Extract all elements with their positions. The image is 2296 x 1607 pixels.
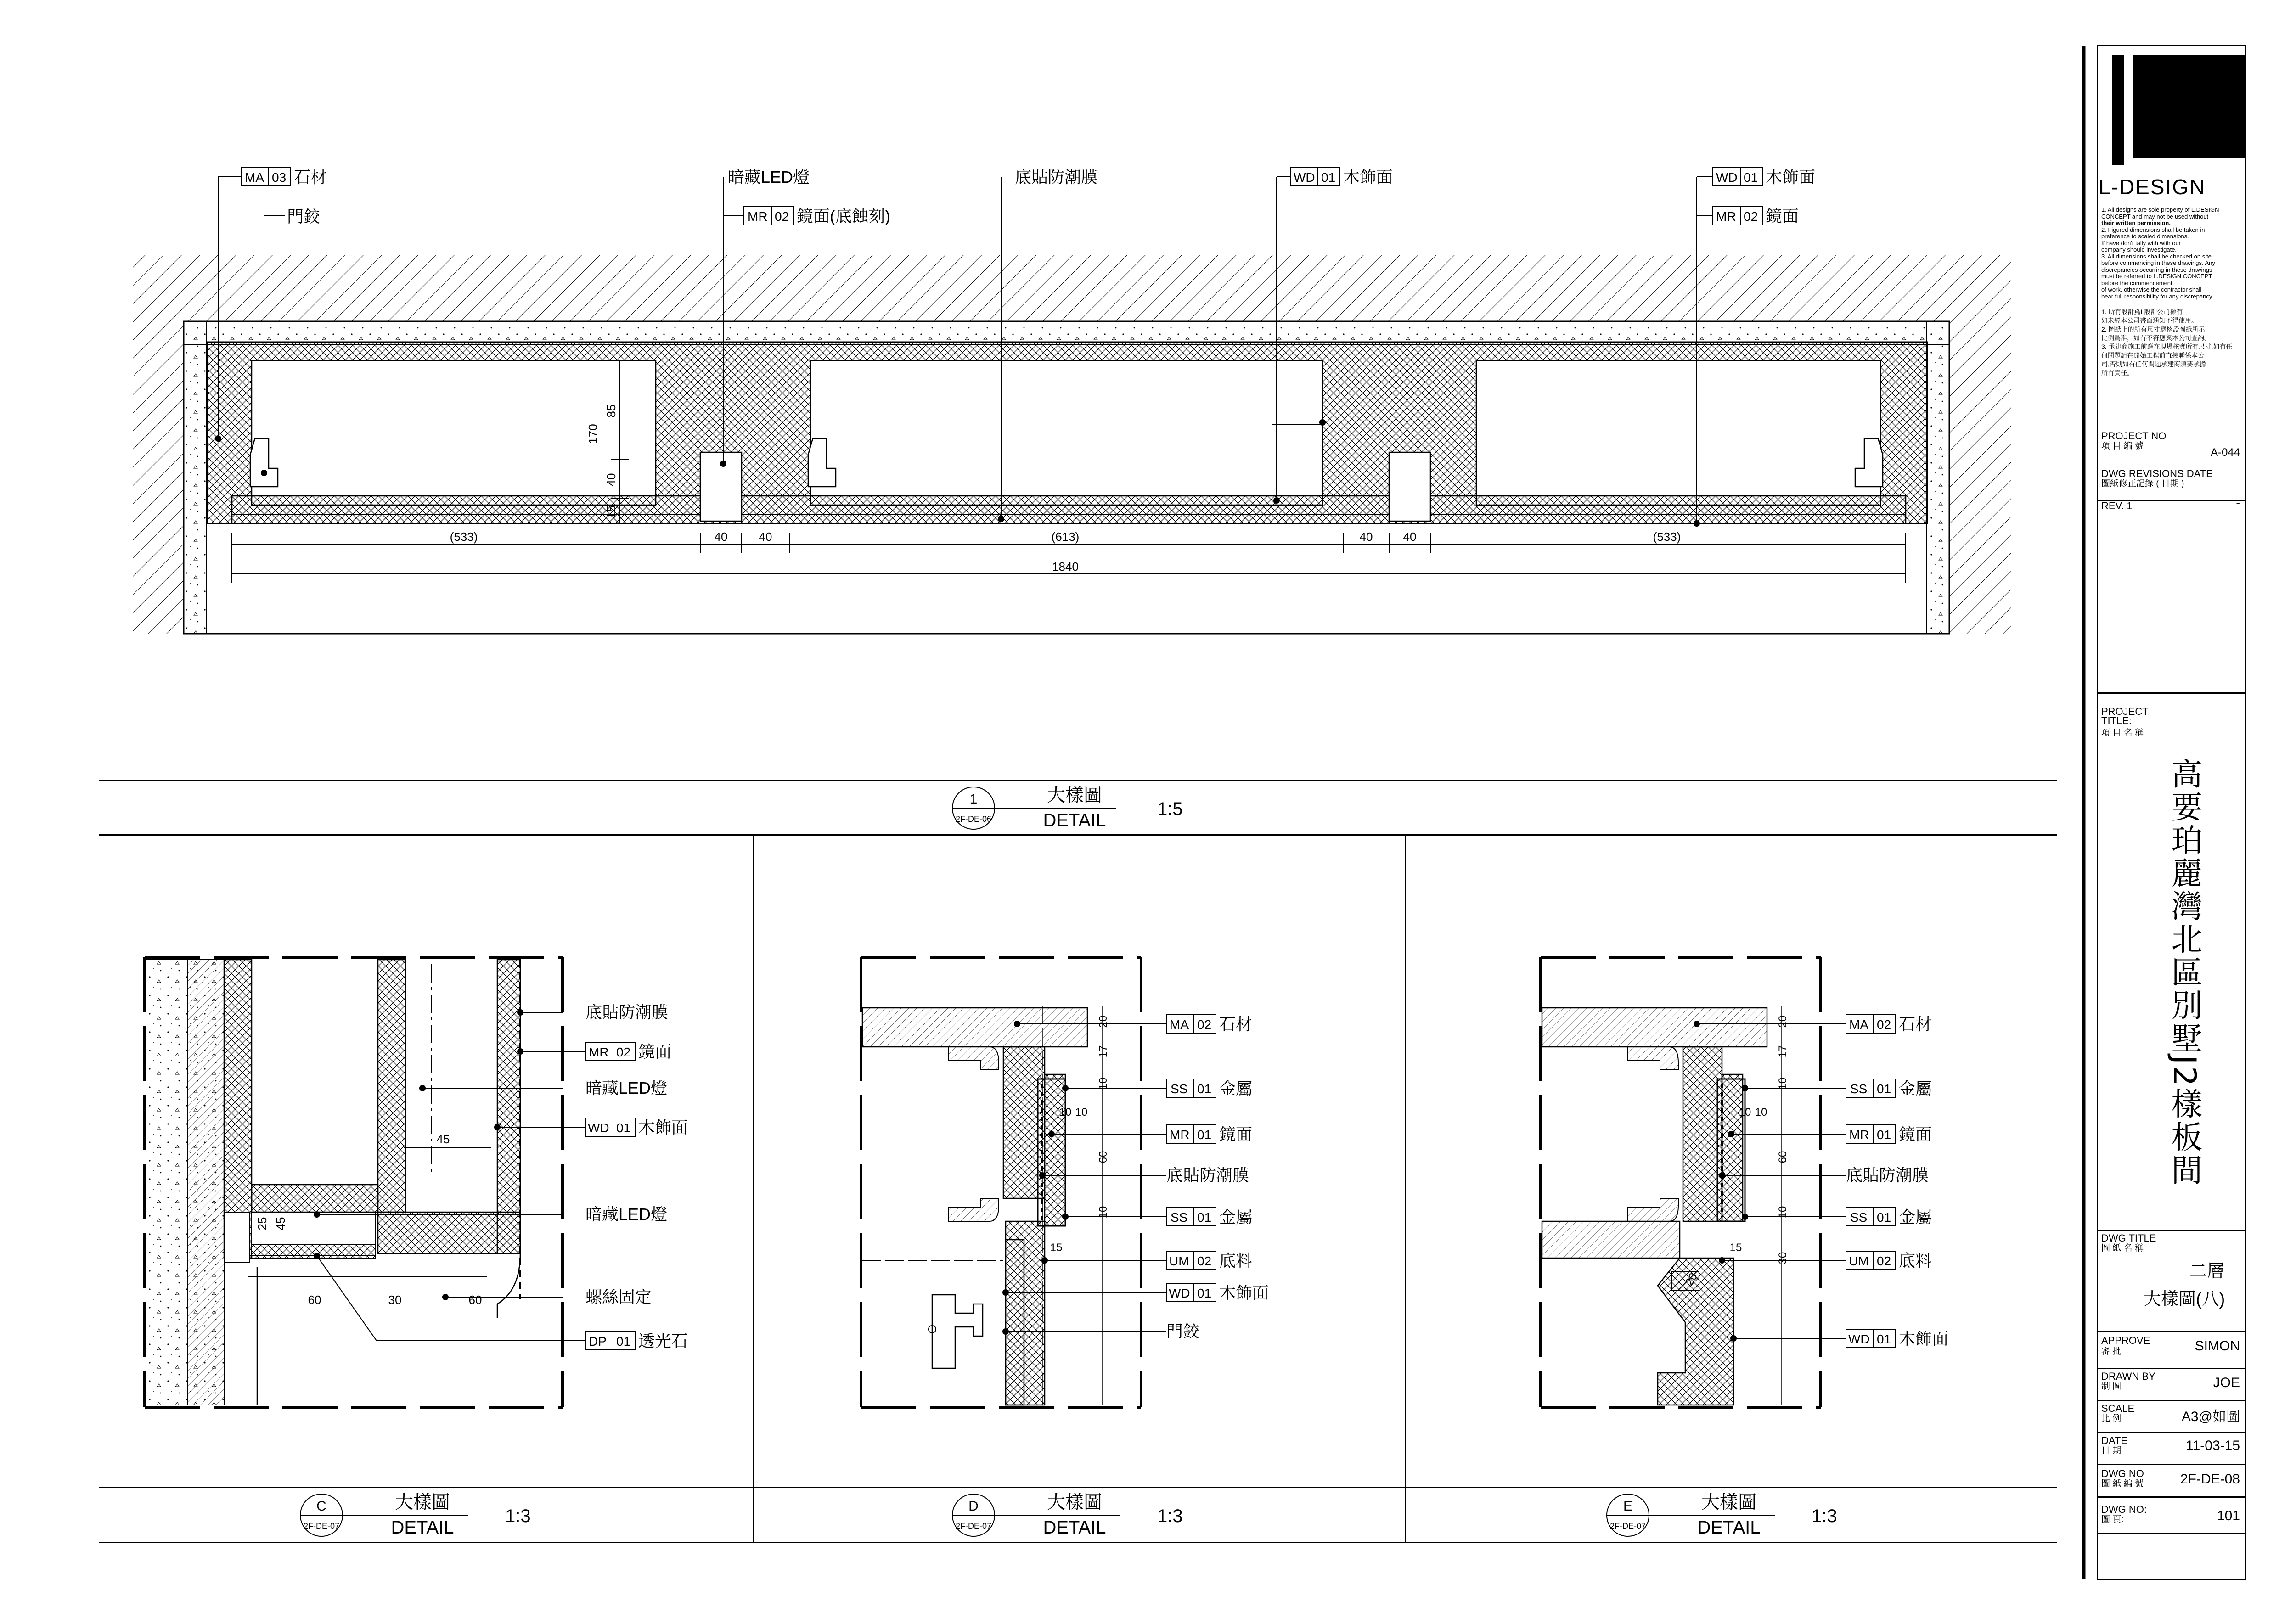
e-wd01-code: WD: [1848, 1332, 1870, 1346]
dim-v-40: 40: [604, 473, 618, 487]
dwg-title-label-en: DWG TITLE: [2101, 1232, 2156, 1244]
c-title-cn: 大樣圖: [395, 1492, 450, 1512]
c-led2-label: 暗藏LED燈: [585, 1205, 668, 1224]
dim-v-170: 170: [586, 424, 600, 444]
elev-wd01a-code: WD: [1294, 170, 1315, 185]
note-en-line: company should investigate.: [2101, 246, 2177, 253]
c-title-scale: 1:3: [505, 1506, 531, 1526]
dwg-title-label-cn: 圖 紙 名 稱: [2101, 1243, 2144, 1253]
d-membrane-label: 底貼防潮膜: [1166, 1166, 1249, 1185]
c-mr02-text: 鏡面: [638, 1042, 672, 1061]
revisions-label-cn: 圖紙修正記錄 ( 日期 ): [2101, 479, 2184, 489]
c-wd01-code: WD: [588, 1121, 609, 1135]
d-ss01a-text: 金屬: [1219, 1079, 1253, 1098]
e-ss01b-num: 01: [1877, 1210, 1891, 1225]
dim-533-left: (533): [450, 530, 478, 544]
note-cn-line: 司,否則如有任何問題承建商須要承擔: [2101, 360, 2206, 368]
note-cn-line: 2. 圖紙上的所有尺寸應核證圖紙所示: [2101, 326, 2205, 333]
e-um02-text: 底料: [1899, 1251, 1932, 1270]
page-label-cn: 圖 頁:: [2101, 1515, 2124, 1524]
c-dp01-text: 透光石: [638, 1332, 688, 1350]
dim-40-b: 40: [759, 530, 772, 544]
bottom-board: [232, 496, 1906, 523]
led-box-2: [1389, 452, 1430, 521]
d-ref-num: D: [968, 1499, 979, 1514]
c-dim-45v: 45: [274, 1217, 287, 1231]
dim-40-c: 40: [1359, 530, 1373, 544]
dwg-no-label-cn: 圖 紙 編 號: [2101, 1479, 2144, 1489]
scale-label-cn: 比 例: [2101, 1414, 2122, 1423]
d-dim-15: 15: [1050, 1242, 1063, 1254]
e-membrane-label: 底貼防潮膜: [1846, 1166, 1929, 1185]
bay-3: [1476, 360, 1880, 505]
d-ss01a-num: 01: [1197, 1082, 1212, 1096]
e-ref-num: E: [1623, 1499, 1633, 1514]
elev-mr02b-num: 02: [1744, 209, 1758, 224]
d-ma02-code: MA: [1170, 1017, 1189, 1032]
project-no-value: A-044: [2210, 446, 2240, 459]
elev-wd01a-num: 01: [1321, 170, 1336, 185]
c-dim-60b: 60: [468, 1293, 482, 1307]
dwg-title-line1: 二層: [2189, 1262, 2225, 1281]
c-led1-label: 暗藏LED燈: [585, 1079, 668, 1097]
e-ma02-num: 02: [1877, 1017, 1891, 1032]
approve-label-cn: 審 批: [2101, 1347, 2122, 1356]
e-dim-10d: 10: [1777, 1206, 1789, 1219]
rev-value: -: [2236, 496, 2240, 510]
note-en-line: CONCEPT and may not be used without: [2101, 213, 2209, 220]
e-dim-17: 17: [1777, 1045, 1789, 1058]
detail-c: [145, 957, 688, 1407]
note-cn-line: 如未經本公司書面通知不得使用。: [2101, 317, 2198, 324]
note-en-line: bear full responsibility for any discrepancy.: [2101, 292, 2213, 300]
e-dim-30: 30: [1777, 1252, 1789, 1264]
e-um02-code: UM: [1849, 1254, 1869, 1268]
note-en-line: before the commencement: [2101, 279, 2172, 287]
d-title-en: DETAIL: [1043, 1517, 1106, 1538]
project-no-label-cn: 項 目 編 號: [2101, 441, 2144, 451]
logo: [2112, 55, 2245, 165]
c-dim-30: 30: [388, 1293, 402, 1307]
e-dim-10c: 10: [1755, 1106, 1767, 1118]
detail-e: [1541, 957, 1948, 1407]
note-cn-line: 1. 所有設計爲L設計公司擁有: [2101, 308, 2183, 315]
d-dim-17: 17: [1097, 1045, 1109, 1058]
note-en-line: preference to scaled dimensions.: [2101, 233, 2189, 240]
d-hinge-label: 門鉸: [1166, 1322, 1200, 1341]
elev-ma03-code: MA: [245, 170, 264, 185]
e-mr01-text: 鏡面: [1899, 1125, 1932, 1144]
e-dim-15: 15: [1729, 1242, 1742, 1254]
d-title-cn: 大樣圖: [1047, 1492, 1102, 1512]
dwg-no-value: 2F-DE-08: [2180, 1472, 2240, 1487]
d-mr01-num: 01: [1197, 1128, 1212, 1142]
project-title-label-cn: 項 目 名 稱: [2101, 728, 2144, 738]
d-ss01a-code: SS: [1171, 1082, 1188, 1096]
date-label-cn: 日 期: [2101, 1446, 2122, 1455]
elev-ma03-num: 03: [272, 170, 287, 185]
elev-ref-sheet: 2F-DE-06: [955, 815, 992, 824]
d-dim-20: 20: [1097, 1015, 1109, 1028]
e-dim-10a: 10: [1777, 1077, 1789, 1090]
elev-membrane-label: 底貼防潮膜: [1015, 168, 1098, 186]
page-value: 101: [2217, 1508, 2240, 1523]
approve-label-en: APPROVE: [2101, 1335, 2150, 1346]
e-ma02-text: 石材: [1899, 1015, 1932, 1034]
d-wd01-code: WD: [1169, 1286, 1190, 1300]
e-dim-10b: 10: [1739, 1106, 1751, 1118]
revisions-label-en: DWG REVISIONS DATE: [2101, 468, 2213, 479]
e-ss01a-text: 金屬: [1899, 1079, 1932, 1098]
date-value: 11-03-15: [2186, 1438, 2240, 1453]
detail-title-bars: [99, 1488, 2057, 1543]
note-cn-line: 比例爲准，如有不符應與本公司查詢。: [2101, 334, 2211, 342]
e-title-en: DETAIL: [1697, 1517, 1761, 1538]
note-en-line: 3. All dimensions shall be checked on site: [2101, 253, 2212, 260]
d-mr01-code: MR: [1170, 1128, 1190, 1142]
notes-en: [2101, 207, 2244, 300]
elev-led-label: 暗藏LED燈: [728, 168, 810, 186]
note-en-line: 1. All designs are sole property of L.DESIGN: [2101, 206, 2219, 213]
c-dp01-num: 01: [616, 1334, 631, 1349]
dim-40-d: 40: [1403, 530, 1417, 544]
elev-wd01b-code: WD: [1716, 170, 1738, 185]
d-mr01-text: 鏡面: [1219, 1125, 1253, 1144]
dwg-title-line2: 大樣圖(八): [2144, 1290, 2225, 1309]
dim-613: (613): [1051, 530, 1080, 544]
d-title-scale: 1:3: [1157, 1506, 1183, 1526]
d-ss01b-text: 金屬: [1219, 1208, 1253, 1226]
e-ma02-code: MA: [1849, 1017, 1868, 1032]
d-ss01b-num: 01: [1197, 1210, 1212, 1225]
detail-d: [861, 957, 1269, 1407]
elev-wd01b-text: 木飾面: [1766, 168, 1816, 186]
elev-wd01b-num: 01: [1744, 170, 1758, 185]
c-dim-25: 25: [255, 1217, 269, 1231]
e-title-scale: 1:3: [1812, 1506, 1837, 1526]
d-dim-10b: 10: [1059, 1106, 1072, 1118]
note-en-line: 2. Figured dimensions shall be taken in: [2101, 226, 2205, 233]
project-no-label-en: PROJECT NO: [2101, 430, 2167, 442]
c-membrane-label: 底貼防潮膜: [585, 1003, 669, 1022]
scale-value: A3@如圖: [2181, 1409, 2240, 1424]
d-um02-num: 02: [1197, 1254, 1212, 1268]
note-en-line: must be referred to L.DESIGN CONCEPT: [2101, 273, 2212, 280]
e-mr01-num: 01: [1877, 1128, 1891, 1142]
c-wd01-num: 01: [616, 1121, 631, 1135]
e-mr01-code: MR: [1849, 1128, 1869, 1142]
c-mr02-num: 02: [616, 1045, 631, 1059]
date-label-en: DATE: [2101, 1435, 2128, 1446]
elev-title-scale: 1:5: [1157, 799, 1183, 819]
elevation-title-bar: [99, 781, 2057, 836]
dim-40-a: 40: [714, 530, 728, 544]
drawn-label-cn: 制 圖: [2101, 1382, 2122, 1391]
c-dim-45h: 45: [436, 1132, 450, 1146]
e-title-cn: 大樣圖: [1701, 1492, 1756, 1512]
e-ss01b-text: 金屬: [1899, 1208, 1932, 1226]
notes-cn: [2101, 308, 2244, 377]
c-dim-60a: 60: [308, 1293, 321, 1307]
drawn-value: JOE: [2213, 1375, 2240, 1390]
c-dp01-code: DP: [589, 1334, 607, 1349]
elev-wd01a-text: 木飾面: [1343, 168, 1393, 186]
e-dim-20b: 20: [1683, 1270, 1700, 1288]
d-um02-text: 底料: [1219, 1251, 1253, 1270]
e-wd01-text: 木飾面: [1899, 1329, 1949, 1348]
bay-2: [810, 360, 1322, 505]
note-en-line: If have don't tally with with our: [2101, 239, 2181, 247]
d-wd01-num: 01: [1197, 1286, 1212, 1300]
project-title-label-en: PROJECT TITLE:: [2101, 706, 2149, 726]
dim-1840: 1840: [1052, 560, 1079, 573]
elev-mr02b-text: 鏡面: [1766, 207, 1799, 225]
c-title-en: DETAIL: [391, 1517, 454, 1538]
d-dim-60: 60: [1097, 1151, 1109, 1163]
e-um02-num: 02: [1877, 1254, 1891, 1268]
d-ss01b-code: SS: [1171, 1210, 1188, 1225]
d-um02-code: UM: [1169, 1254, 1189, 1268]
c-mr02-code: MR: [589, 1045, 609, 1059]
e-ss01b-code: SS: [1850, 1210, 1868, 1225]
e-dim-20: 20: [1777, 1015, 1789, 1028]
e-ss01a-num: 01: [1877, 1082, 1891, 1096]
d-wd01-text: 木飾面: [1219, 1283, 1269, 1302]
elev-title-cn: 大樣圖: [1047, 785, 1102, 805]
d-ref-sheet: 2F-DE-07: [955, 1522, 992, 1531]
dim-v-15: 15: [604, 505, 618, 519]
elev-mr02-text: 鏡面(底蝕刻): [797, 207, 890, 225]
elev-mr02b-code: MR: [1716, 209, 1736, 224]
elev-mr02-code: MR: [748, 209, 768, 224]
elev-ref-num: 1: [969, 792, 978, 807]
e-wd01-num: 01: [1877, 1332, 1891, 1346]
d-dim-10a: 10: [1097, 1077, 1109, 1090]
e-dim-60: 60: [1777, 1151, 1789, 1163]
d-dim-10c: 10: [1075, 1106, 1088, 1118]
scale-label-en: SCALE: [2101, 1403, 2135, 1414]
note-en-line: their written permission.: [2101, 219, 2171, 226]
c-ref-num: C: [316, 1499, 326, 1514]
note-cn-line: 何問題請在開始工程前直接聯係本公: [2101, 352, 2204, 359]
dim-533-right: (533): [1653, 530, 1681, 544]
drawn-label-en: DRAWN BY: [2101, 1371, 2155, 1382]
logo-text: L-DESIGN: [2099, 175, 2206, 199]
dim-v-85: 85: [604, 404, 618, 418]
c-ref-sheet: 2F-DE-07: [303, 1522, 340, 1531]
c-screw-label: 螺絲固定: [585, 1287, 652, 1306]
project-title: 高要珀麗灣北區別墅J2樣板間: [2166, 758, 2202, 1187]
page-label-en: DWG NO:: [2101, 1504, 2147, 1515]
d-ma02-text: 石材: [1219, 1015, 1253, 1034]
d-dim-10d: 10: [1097, 1206, 1109, 1219]
e-ss01a-code: SS: [1850, 1082, 1868, 1096]
e-ref-sheet: 2F-DE-07: [1609, 1522, 1646, 1531]
elevation-section: [133, 168, 2011, 634]
approve-value: SIMON: [2195, 1338, 2240, 1354]
elev-hinge-label: 門鉸: [287, 207, 321, 226]
elev-ma03-text: 石材: [294, 168, 327, 186]
note-cn-line: 3. 承建商施工前應在現場核實所有尺寸,如有任: [2101, 343, 2233, 350]
note-cn-line: 所有責任。: [2101, 369, 2133, 376]
rev-label: REV. 1: [2101, 500, 2133, 511]
note-en-line: discrepancies occurring in these drawings: [2101, 266, 2212, 273]
note-en-line: before commencing in these drawings. Any: [2101, 259, 2215, 266]
c-wd01-text: 木飾面: [638, 1118, 688, 1137]
elev-mr02-num: 02: [775, 209, 789, 224]
d-ma02-num: 02: [1197, 1017, 1212, 1032]
note-en-line: of work, otherwise the contractor shall: [2101, 286, 2202, 293]
elev-title-en: DETAIL: [1043, 810, 1106, 831]
dwg-no-label-en: DWG NO: [2101, 1468, 2144, 1479]
